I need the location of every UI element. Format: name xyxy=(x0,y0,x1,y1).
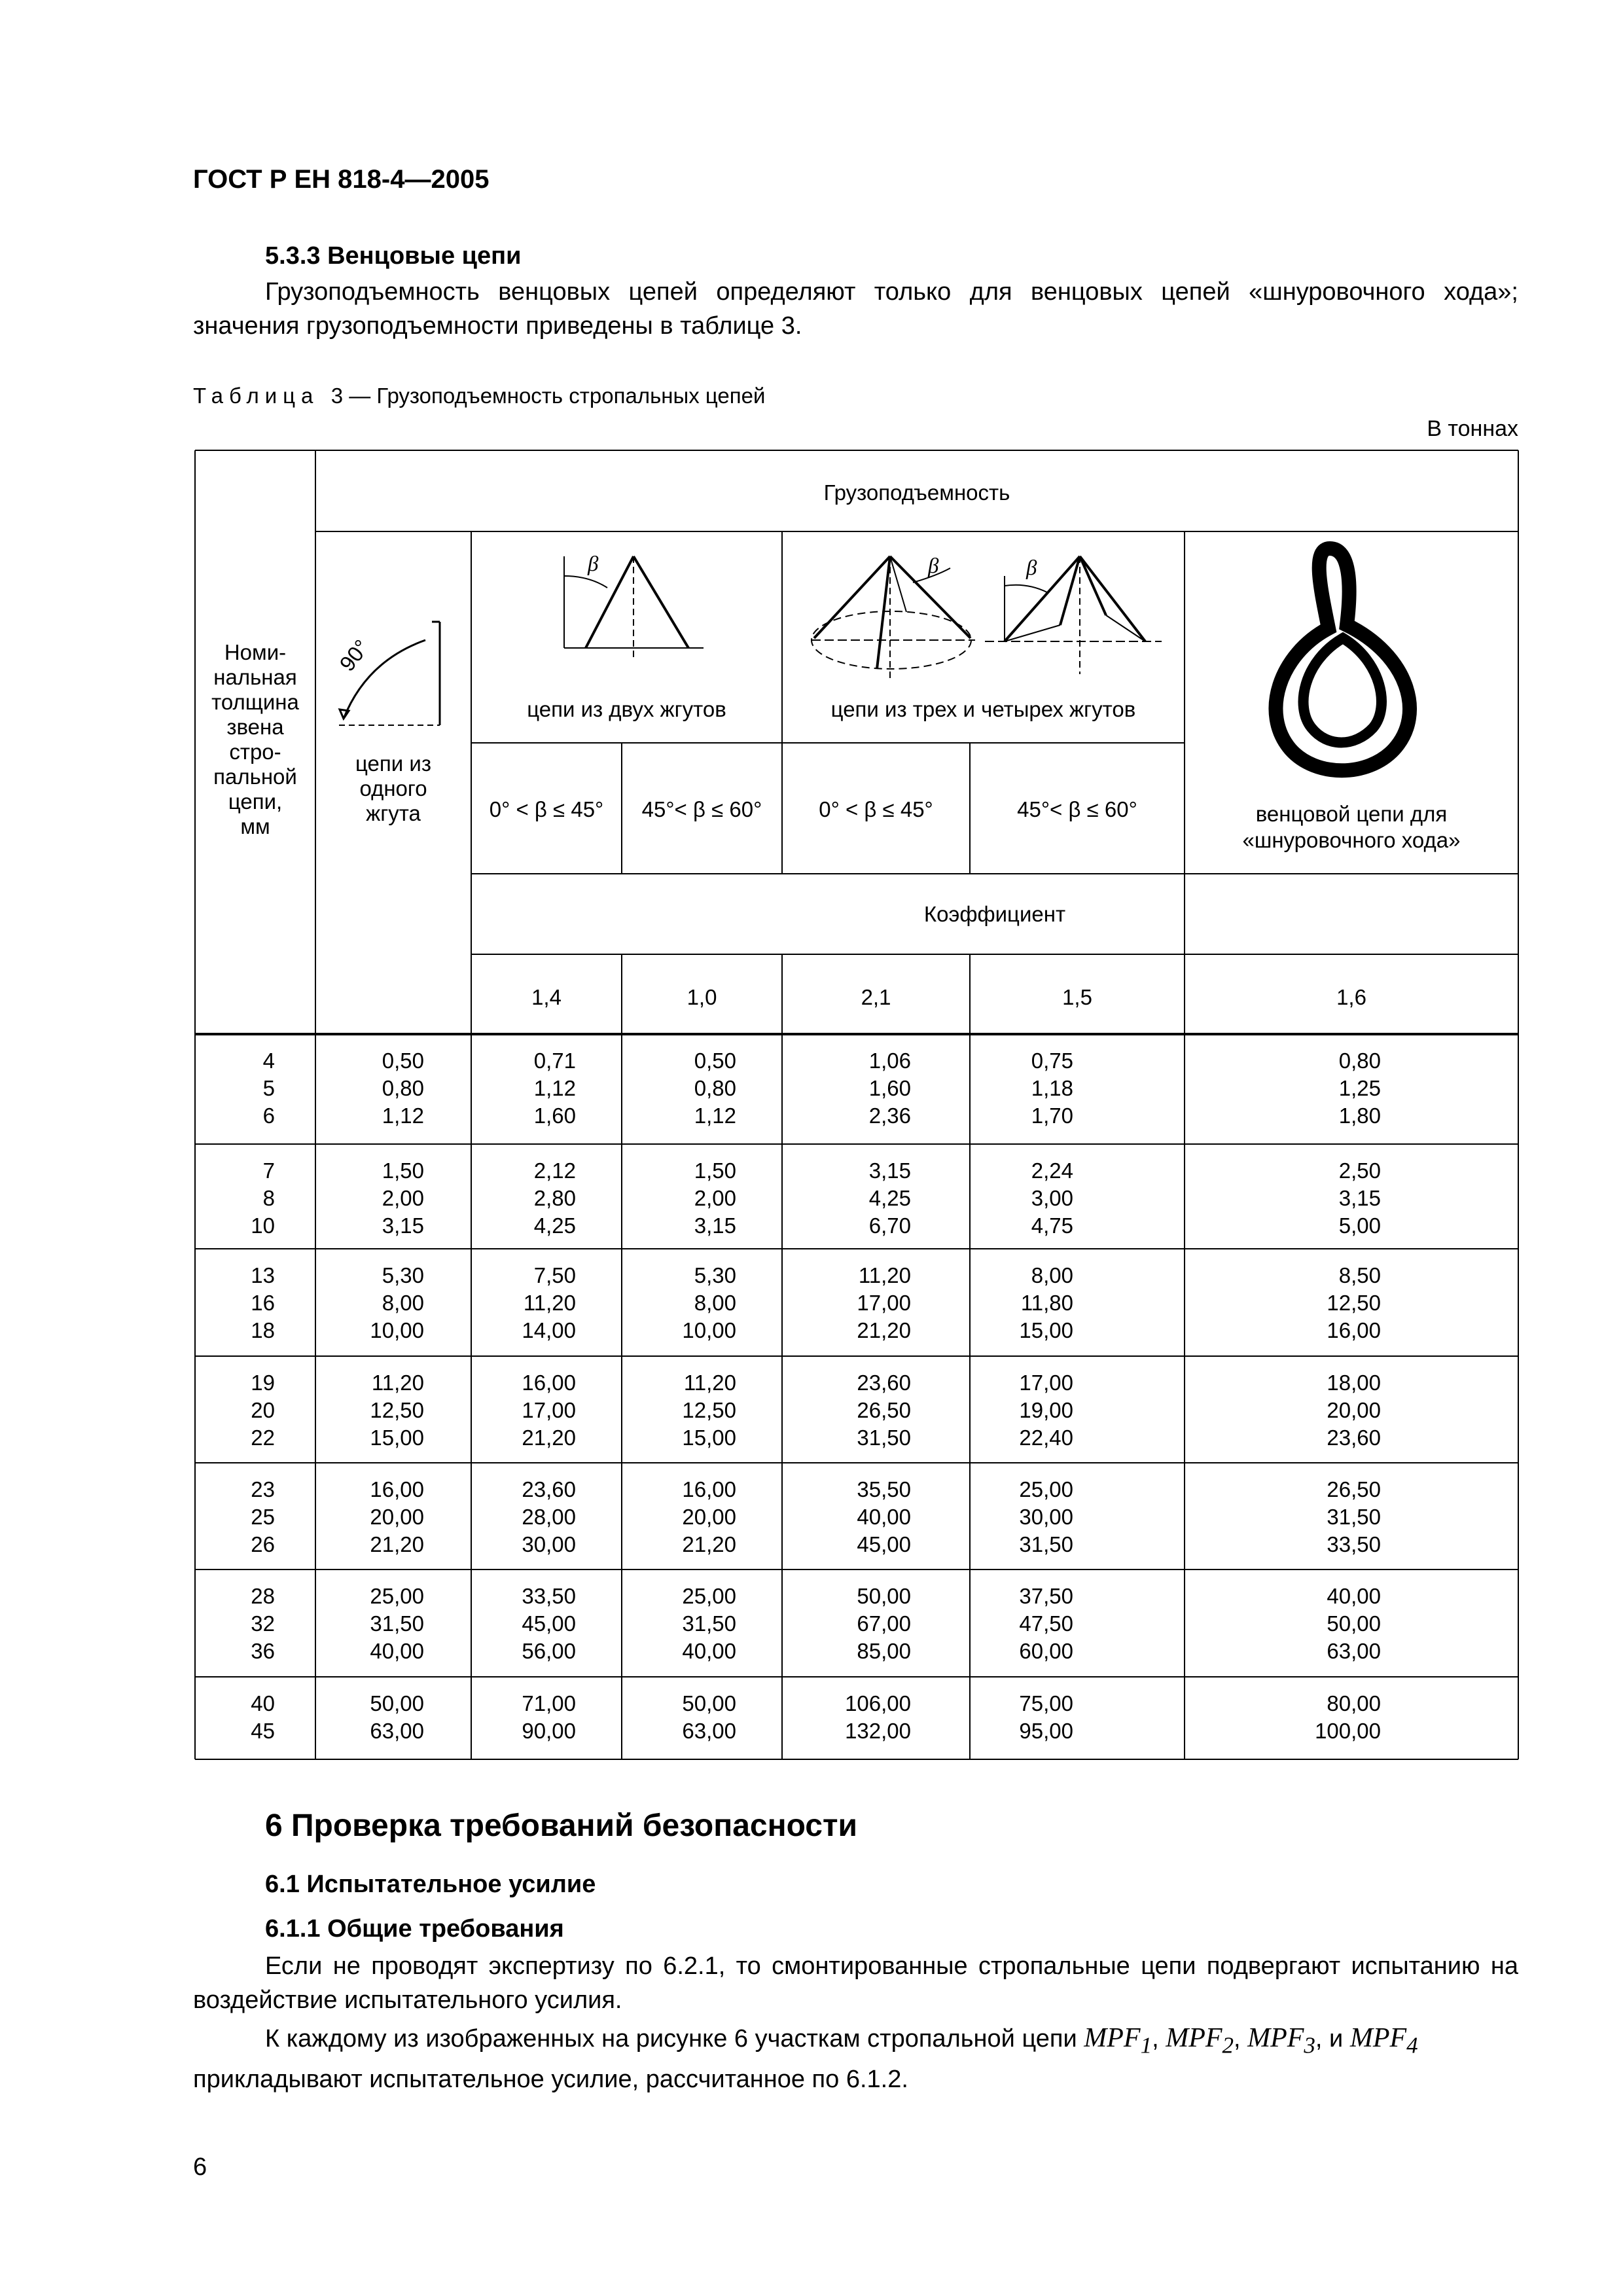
capacity-cell: 90,00 xyxy=(522,1719,576,1743)
capacity-cell: 0,50 xyxy=(694,1049,736,1073)
capacity-cell: 0,75 xyxy=(1031,1049,1073,1073)
capacity-cell: 12,50 xyxy=(370,1398,424,1422)
capacity-cell: 33,50 xyxy=(1327,1532,1381,1556)
section-6-paragraph-1: Если не проводят экспертизу по 6.2.1, то смонтированные стропальные цепи подвергают испытанию на воздействие испытательного усилия. xyxy=(193,1952,1518,2014)
capacity-cell: 5,00 xyxy=(1338,1213,1381,1238)
capacity-cell: 2,24 xyxy=(1031,1158,1073,1183)
chain-size-cell: 13 xyxy=(251,1263,275,1287)
capacity-cell: 1,12 xyxy=(382,1103,424,1128)
capacity-cell: 1,25 xyxy=(1338,1076,1381,1100)
capacity-cell: 85,00 xyxy=(857,1639,911,1663)
angle-range: 0° < β ≤ 45° xyxy=(819,797,933,821)
capacity-cell: 16,00 xyxy=(522,1371,576,1395)
subsection-heading: 5.3.3 Венцовые цепи xyxy=(265,242,522,270)
capacity-cell: 80,00 xyxy=(1327,1691,1381,1715)
stub-header-line: Номи- xyxy=(224,640,287,664)
capacity-cell: 2,80 xyxy=(533,1186,576,1210)
capacity-cell: 12,50 xyxy=(682,1398,736,1422)
mpf-3: $MPF_3$ xyxy=(1247,2023,1315,2058)
coefficient-value: 1,0 xyxy=(687,985,717,1009)
chain-size-cell: 10 xyxy=(251,1213,275,1238)
single-leg-label: цепи из xyxy=(355,751,431,776)
capacity-cell: 1,06 xyxy=(868,1049,911,1073)
capacity-cell: 30,00 xyxy=(1019,1505,1073,1529)
capacity-cell: 95,00 xyxy=(1019,1719,1073,1743)
stub-header-line: толщина xyxy=(211,690,299,714)
stub-header-line: нальная xyxy=(213,665,297,689)
angle-range: 45°< β ≤ 60° xyxy=(1017,797,1137,821)
capacity-cell: 3,15 xyxy=(868,1158,911,1183)
capacity-cell: 45,00 xyxy=(522,1611,576,1636)
capacity-cell: 63,00 xyxy=(682,1719,736,1743)
capacity-cell: 23,60 xyxy=(857,1371,911,1395)
capacity-cell: 45,00 xyxy=(857,1532,911,1556)
capacity-cell: 31,50 xyxy=(1019,1532,1073,1556)
angle-range: 45°< β ≤ 60° xyxy=(641,797,762,821)
chain-size-cell: 7 xyxy=(262,1158,275,1183)
chain-size-cell: 32 xyxy=(251,1611,275,1636)
capacity-cell: 4,25 xyxy=(868,1186,911,1210)
capacity-cell: 20,00 xyxy=(1327,1398,1381,1422)
endless-sling-label: венцовой цепи для xyxy=(1255,802,1448,826)
capacity-cell: 31,50 xyxy=(857,1426,911,1450)
capacity-cell: 26,50 xyxy=(857,1398,911,1422)
capacity-cell: 100,00 xyxy=(1315,1719,1381,1743)
capacity-cell: 2,36 xyxy=(868,1103,911,1128)
capacity-cell: 31,50 xyxy=(682,1611,736,1636)
paragraph-2-lead: К каждому из изображенных на рисунке 6 участкам стропальной цепи xyxy=(265,2025,1084,2053)
chain-size-cell: 18 xyxy=(251,1318,275,1342)
capacity-cell: 17,00 xyxy=(1019,1371,1073,1395)
capacity-cell: 8,00 xyxy=(694,1291,736,1315)
capacity-cell: 63,00 xyxy=(370,1719,424,1743)
capacity-cell: 37,50 xyxy=(1019,1584,1073,1608)
capacity-cell: 11,20 xyxy=(683,1371,736,1395)
capacity-cell: 35,50 xyxy=(857,1477,911,1501)
capacity-cell: 2,00 xyxy=(382,1186,424,1210)
subsection-61-heading: 6.1 Испытательное усилие xyxy=(265,1871,596,1898)
page-number: 6 xyxy=(193,2153,207,2181)
capacity-cell: 3,00 xyxy=(1031,1186,1073,1210)
capacity-cell: 31,50 xyxy=(1327,1505,1381,1529)
capacity-cell: 50,00 xyxy=(857,1584,911,1608)
capacity-cell: 6,70 xyxy=(868,1213,911,1238)
capacity-cell: 1,60 xyxy=(868,1076,911,1100)
capacity-cell: 0,80 xyxy=(694,1076,736,1100)
capacity-cell: 132,00 xyxy=(845,1719,911,1743)
capacity-cell: 4,75 xyxy=(1031,1213,1073,1238)
capacity-cell: 25,00 xyxy=(1019,1477,1073,1501)
capacity-cell: 7,50 xyxy=(533,1263,576,1287)
paragraph-2-tail: прикладывают испытательное усилие, рассчитанное по 6.1.2. xyxy=(193,2066,908,2094)
stub-header-line: звена xyxy=(226,715,284,739)
capacity-cell: 2,50 xyxy=(1338,1158,1381,1183)
capacity-cell: 25,00 xyxy=(370,1584,424,1608)
capacity-cell: 30,00 xyxy=(522,1532,576,1556)
document-header: ГОСТ Р ЕН 818-4—2005 xyxy=(193,165,490,194)
chain-size-cell: 23 xyxy=(251,1477,275,1501)
subsection-paragraph: Грузоподъемность венцовых цепей определяют только для венцовых цепей «шнуровочного хода»; значения грузоподъемности приведены в таблице 3. xyxy=(193,278,1518,340)
beta-label-four-leg-b: β xyxy=(1026,556,1037,580)
chain-size-cell: 20 xyxy=(251,1398,275,1422)
stub-header-line: цепи, xyxy=(228,789,283,814)
capacity-cell: 15,00 xyxy=(1019,1318,1073,1342)
chain-size-cell: 8 xyxy=(262,1186,275,1210)
capacity-cell: 1,80 xyxy=(1338,1103,1381,1128)
chain-size-cell: 4 xyxy=(262,1049,275,1073)
table-caption-label: Таблица xyxy=(193,384,319,408)
capacity-cell: 71,00 xyxy=(522,1691,576,1715)
capacity-cell: 21,20 xyxy=(682,1532,736,1556)
capacity-cell: 50,00 xyxy=(682,1691,736,1715)
capacity-cell: 10,00 xyxy=(370,1318,424,1342)
capacity-cell: 60,00 xyxy=(1019,1639,1073,1663)
capacity-cell: 4,25 xyxy=(533,1213,576,1238)
stub-header-line: мм xyxy=(240,814,270,838)
mpf-2: $MPF_2$ xyxy=(1166,2023,1234,2058)
capacity-cell: 20,00 xyxy=(370,1505,424,1529)
capacity-cell: 15,00 xyxy=(370,1426,424,1450)
single-leg-label: одного xyxy=(359,776,427,800)
mpf-4: $MPF_4$ xyxy=(1349,2023,1418,2058)
chain-size-cell: 16 xyxy=(251,1291,275,1315)
capacity-cell: 25,00 xyxy=(682,1584,736,1608)
coefficient-value: 1,6 xyxy=(1336,985,1366,1009)
capacity-cell: 0,71 xyxy=(533,1049,576,1073)
endless-sling-label: «шнуровочного хода» xyxy=(1242,828,1461,852)
chain-size-cell: 19 xyxy=(251,1371,275,1395)
chain-size-cell: 25 xyxy=(251,1505,275,1529)
chain-size-cell: 26 xyxy=(251,1532,275,1556)
capacity-cell: 47,50 xyxy=(1019,1611,1073,1636)
endless-sling-icon xyxy=(1275,548,1410,770)
capacity-cell: 3,15 xyxy=(694,1213,736,1238)
beta-label-four-leg-a: β xyxy=(928,554,939,578)
capacity-cell: 50,00 xyxy=(370,1691,424,1715)
angle-90-label: 90° xyxy=(334,635,374,676)
coefficient-value: 1,5 xyxy=(1062,985,1092,1009)
capacity-cell: 3,15 xyxy=(1338,1186,1381,1210)
capacity-cell: 18,00 xyxy=(1327,1371,1381,1395)
coefficient-value: 1,4 xyxy=(531,985,562,1009)
section-6-heading: 6 Проверка требований безопасности xyxy=(265,1808,857,1843)
capacity-cell: 16,00 xyxy=(370,1477,424,1501)
capacity-cell: 0,50 xyxy=(382,1049,424,1073)
table-units: В тоннах xyxy=(1427,416,1518,441)
capacity-header: Грузоподъемность xyxy=(823,480,1010,505)
capacity-cell: 20,00 xyxy=(682,1505,736,1529)
capacity-cell: 33,50 xyxy=(522,1584,576,1608)
capacity-cell: 0,80 xyxy=(382,1076,424,1100)
capacity-cell: 1,18 xyxy=(1031,1076,1073,1100)
capacity-cell: 23,60 xyxy=(522,1477,576,1501)
capacity-cell: 40,00 xyxy=(857,1505,911,1529)
capacity-cell: 1,50 xyxy=(694,1158,736,1183)
capacity-cell: 2,00 xyxy=(694,1186,736,1210)
capacity-cell: 11,20 xyxy=(523,1291,576,1315)
section-6-paragraph-2: К каждому из изображенных на рисунке 6 участкам стропальной цепи $MPF_1$, $MPF_2$, $MPF_3$, и $MPF_4$ прикладывают испытательное усилие, рассчитанное по 6.1.2. xyxy=(193,2023,1418,2094)
capacity-cell: 11,20 xyxy=(858,1263,911,1287)
chain-size-cell: 36 xyxy=(251,1639,275,1663)
capacity-cell: 22,40 xyxy=(1019,1426,1073,1450)
capacity-cell: 40,00 xyxy=(370,1639,424,1663)
capacity-cell: 1,60 xyxy=(533,1103,576,1128)
chain-size-cell: 28 xyxy=(251,1584,275,1608)
capacity-cell: 17,00 xyxy=(857,1291,911,1315)
capacity-cell: 2,12 xyxy=(533,1158,576,1183)
stub-header-line: пальной xyxy=(213,764,297,789)
capacity-cell: 75,00 xyxy=(1019,1691,1073,1715)
chain-size-cell: 22 xyxy=(251,1426,275,1450)
capacity-cell: 1,12 xyxy=(533,1076,576,1100)
capacity-cell: 23,60 xyxy=(1327,1426,1381,1450)
coefficient-value: 2,1 xyxy=(861,985,891,1009)
capacity-cell: 11,80 xyxy=(1020,1291,1073,1315)
capacity-cell: 21,20 xyxy=(857,1318,911,1342)
chain-size-cell: 6 xyxy=(262,1103,275,1128)
four-leg-sling-icon xyxy=(812,556,975,681)
chain-size-cell: 45 xyxy=(251,1719,275,1743)
capacity-cell: 8,50 xyxy=(1338,1263,1381,1287)
capacity-cell: 19,00 xyxy=(1019,1398,1073,1422)
beta-label-two-leg: β xyxy=(588,552,599,576)
stub-header-line: стро- xyxy=(229,740,281,764)
subsection-611-heading: 6.1.1 Общие требования xyxy=(265,1915,564,1943)
chain-size-cell: 5 xyxy=(262,1076,275,1100)
capacity-cell: 106,00 xyxy=(845,1691,911,1715)
capacity-cell: 5,30 xyxy=(694,1263,736,1287)
capacity-cell: 12,50 xyxy=(1327,1291,1381,1315)
two-leg-sling-icon xyxy=(564,556,704,660)
capacity-cell: 63,00 xyxy=(1327,1639,1381,1663)
capacity-cell: 8,00 xyxy=(382,1291,424,1315)
capacity-cell: 8,00 xyxy=(1031,1263,1073,1287)
capacity-cell: 31,50 xyxy=(370,1611,424,1636)
angle-range: 0° < β ≤ 45° xyxy=(489,797,604,821)
capacity-cell: 10,00 xyxy=(682,1318,736,1342)
capacity-cell: 56,00 xyxy=(522,1639,576,1663)
capacity-cell: 0,80 xyxy=(1338,1049,1381,1073)
capacity-cell: 1,70 xyxy=(1031,1103,1073,1128)
capacity-cell: 5,30 xyxy=(382,1263,424,1287)
capacity-cell: 50,00 xyxy=(1327,1611,1381,1636)
capacity-cell: 16,00 xyxy=(1327,1318,1381,1342)
coefficient-header: Коэффициент xyxy=(923,902,1066,926)
capacity-cell: 11,20 xyxy=(371,1371,424,1395)
capacity-cell: 40,00 xyxy=(1327,1584,1381,1608)
capacity-cell: 16,00 xyxy=(682,1477,736,1501)
chain-size-cell: 40 xyxy=(251,1691,275,1715)
three-leg-sling-icon xyxy=(985,556,1162,674)
capacity-cell: 1,12 xyxy=(694,1103,736,1128)
capacity-cell: 14,00 xyxy=(522,1318,576,1342)
capacity-cell: 26,50 xyxy=(1327,1477,1381,1501)
capacity-cell: 1,50 xyxy=(382,1158,424,1183)
table-caption-title: 3 — Грузоподъемность стропальных цепей xyxy=(330,384,766,408)
capacity-cell: 17,00 xyxy=(522,1398,576,1422)
capacity-cell: 15,00 xyxy=(682,1426,736,1450)
capacity-cell: 40,00 xyxy=(682,1639,736,1663)
capacity-cell: 21,20 xyxy=(370,1532,424,1556)
single-leg-label: жгута xyxy=(366,801,421,825)
two-leg-label: цепи из двух жгутов xyxy=(527,697,726,721)
capacity-cell: 28,00 xyxy=(522,1505,576,1529)
capacity-cell: 67,00 xyxy=(857,1611,911,1636)
capacity-cell: 3,15 xyxy=(382,1213,424,1238)
three-four-leg-label: цепи из трех и четырех жгутов xyxy=(830,697,1136,721)
capacity-cell: 21,20 xyxy=(522,1426,576,1450)
mpf-1: $MPF_1$ xyxy=(1084,2023,1152,2058)
